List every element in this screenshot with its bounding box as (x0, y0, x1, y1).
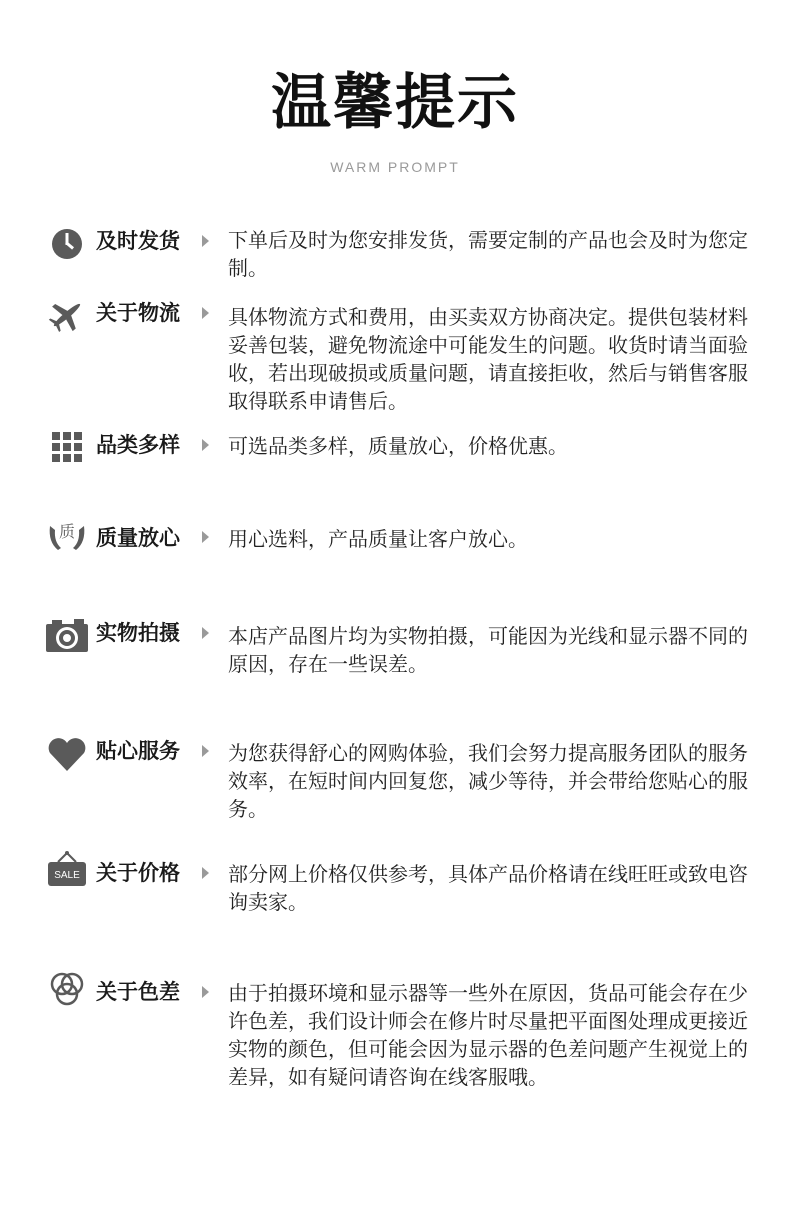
notice-text: 用心选料，产品质量让客户放心。 (228, 527, 528, 551)
clock-icon (44, 224, 90, 264)
airplane-icon (44, 295, 90, 335)
quality-char: 质 (58, 522, 76, 541)
page-title: 温馨提示 (271, 68, 519, 138)
page-subtitle: WARM PROMPT (330, 159, 460, 175)
notice-text: 部分网上价格仅供参考，具体产品价格请在线旺旺或致电咨询卖家。 (228, 862, 748, 914)
notice-text: 为您获得舒心的网购体验，我们会努力提高服务团队的服务效率，在短时间内回复您，减少等待，并会带给您贴心的服务。 (228, 741, 748, 821)
arrow-right-icon (202, 986, 209, 998)
notice-label: 关于色差 (96, 980, 180, 1004)
notice-text: 由于拍摄环境和显示器等一些外在原因，货品可能会存在少许色差，我们设计师会在修片时尽量把平面图处理成更接近实物的颜色，但可能会因为显示器的色差问题产生视觉上的差异，如有疑问请咨询在线客服哦。 (228, 981, 748, 1089)
notice-text: 本店产品图片均为实物拍摄，可能因为光线和显示器不同的原因，存在一些误差。 (228, 624, 748, 676)
grid-icon (44, 428, 90, 468)
quality-hands-icon (44, 516, 90, 556)
sale-sign-icon (44, 850, 90, 890)
notice-label: 贴心服务 (96, 739, 180, 763)
arrow-right-icon (202, 627, 209, 639)
notice-label: 关于价格 (96, 861, 180, 885)
sale-text: SALE (54, 870, 80, 881)
arrow-right-icon (202, 439, 209, 451)
camera-icon (44, 616, 90, 656)
arrow-right-icon (202, 745, 209, 757)
notice-label: 实物拍摄 (96, 621, 180, 645)
notice-label: 及时发货 (96, 229, 180, 253)
arrow-right-icon (202, 307, 209, 319)
color-circles-icon (44, 970, 90, 1010)
notice-label: 品类多样 (96, 433, 180, 457)
arrow-right-icon (202, 235, 209, 247)
notice-label: 关于物流 (96, 301, 180, 325)
notice-label: 质量放心 (96, 526, 180, 550)
notice-text: 具体物流方式和费用，由买卖双方协商决定。提供包装材料妥善包装，避免物流途中可能发生的问题。收货时请当面验收，若出现破损或质量问题，请直接拒收，然后与销售客服取得联系申请售后。 (228, 305, 748, 413)
arrow-right-icon (202, 867, 209, 879)
heart-icon (44, 733, 90, 773)
notice-text: 下单后及时为您安排发货，需要定制的产品也会及时为您定制。 (228, 228, 748, 280)
notice-text: 可选品类多样，质量放心，价格优惠。 (228, 434, 568, 458)
arrow-right-icon (202, 531, 209, 543)
